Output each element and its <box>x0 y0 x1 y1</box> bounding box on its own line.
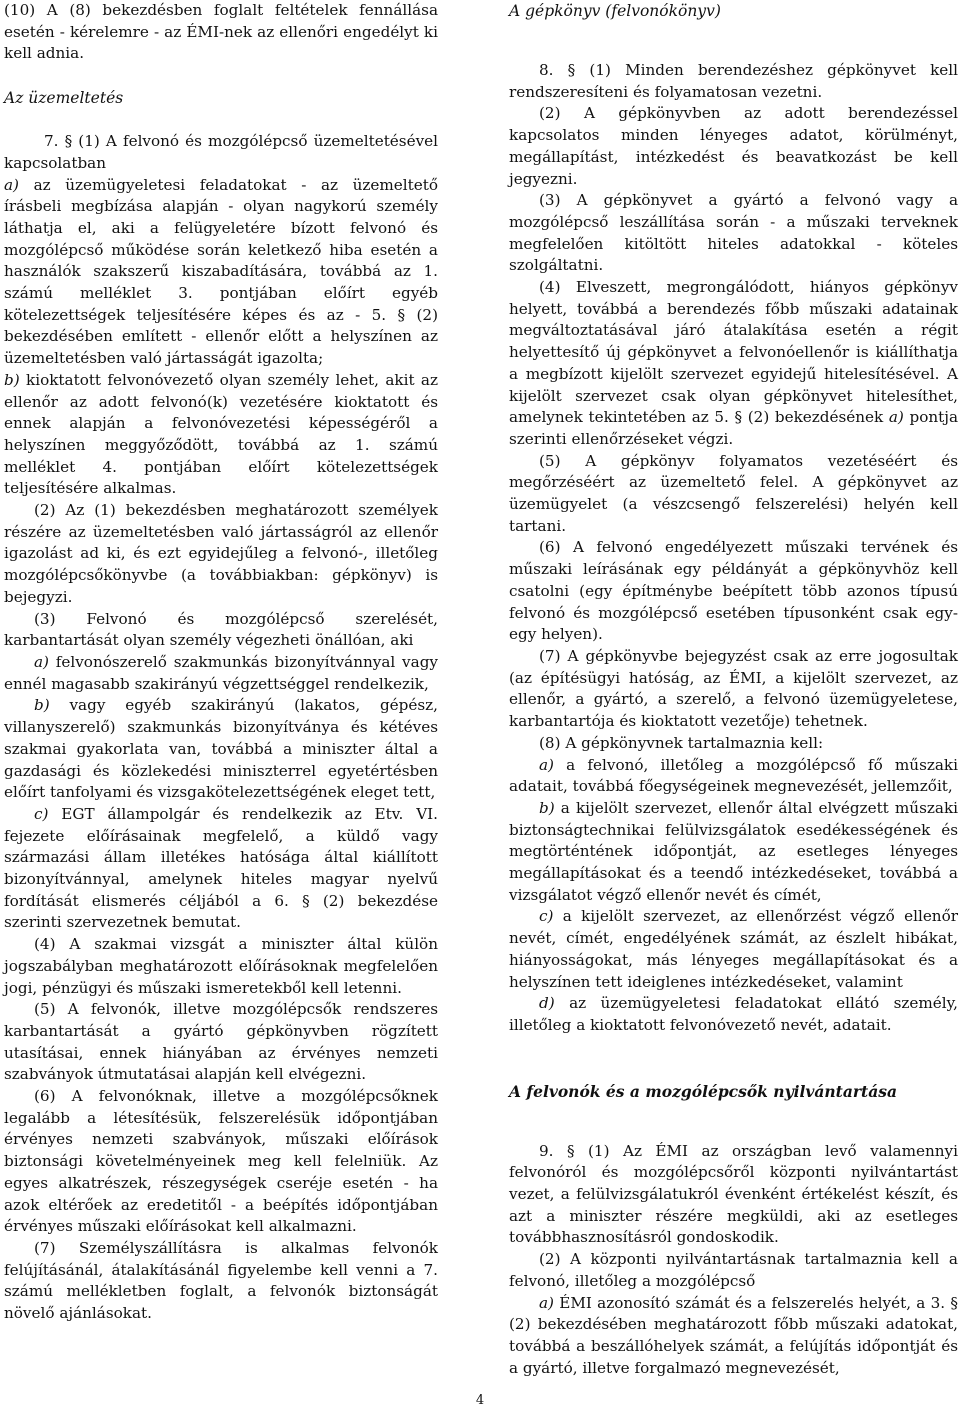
paragraph <box>4 370 438 500</box>
list-label: a) <box>539 1293 554 1312</box>
right-column <box>509 0 958 1379</box>
paragraph-text: (4) Elveszett, megrongálódott, hiányos gépkönyv helyett, továbbá a berendezés főbb műszaki adatainak megváltoztatásával járó átalakítása esetén a régit helyettesítő új gépkönyvet a felvonóellenőr is kiállíthatja a megbízott kijelölt szervezet egyidejű hitelesítésével. A kijelölt szervezet csak olyan gépkönyvet hitelesíthet, amelynek tekintetében az 5. § (2) bekezdésének <box>509 278 958 427</box>
list-label: a) <box>888 408 904 427</box>
paragraph-text: a kijelölt szervezet, az ellenőrzést végző ellenőr nevét, címét, engedélyének számát, az észlelt hibákat, hiányosságokat, más lényeges megállapításokat és a helyszínen tett ideiglenes intézkedéseket, valamint <box>509 907 958 991</box>
section-heading: A felvonók és a mozgólépcsők nyilvántartása <box>509 1081 898 1101</box>
paragraph: (8) A gépkönyvnek tartalmaznia kell: <box>539 733 824 752</box>
paragraph <box>4 804 438 934</box>
list-label: c) <box>34 804 49 823</box>
paragraph: (2) A központi nyilvántartásnak tartalmaznia kell a felvonó, illetőleg a mozgólépcső <box>509 1250 958 1290</box>
paragraph-text: vagy egyéb szakirányú (lakatos, gépész, villanyszerelő) szakmunkás bizonyítványa és kétéves szakmai gyakorlata van, továbbá a miniszter által a gazdasági és közlekedési miniszterrel egyetértésben előírt tanfolyami és vizsgakötelezettségének eleget tett, <box>4 696 438 802</box>
paragraph <box>509 906 958 993</box>
paragraph: (2) Az (1) bekezdésben meghatározott személyek részére az üzemeltetésben való jártasságról az ellenőr igazolást ad ki, és ezt egyidejűleg a felvonó-, illetőleg mozgólépcsőkönyvbe (a továbbiakban: gépkönyv) is bejegyzi. <box>4 501 438 606</box>
paragraph: (3) A gépkönyvet a gyártó a felvonó vagy a mozgólépcső leszállítása során - a műszaki terveknek megfelelően kitöltött hiteles adatokkal - köteles szolgáltatni. <box>509 191 958 275</box>
section-heading: A gépkönyv (felvonókönyv) <box>509 2 721 20</box>
paragraph: (4) A szakmai vizsgát a miniszter által külön jogszabályban meghatározott előírásoknak megfelelően jogi, pénzügyi és műszaki ismeretekből kell letenni. <box>4 935 438 997</box>
page-number: 4 <box>475 1393 485 1408</box>
paragraph-text: EGT állampolgár és rendelkezik az Etv. VI. fejezete előírásainak megfelelő, a küldő vagy származási állam illetékes hatósága által kiállított bizonyítvánnyal, amelynek hiteles magyar nyelvű fordítását elismerés céljából a 6. § (2) bekezdése szerinti szervezetnek bemutat. <box>4 804 438 932</box>
paragraph <box>4 652 438 695</box>
paragraph: (6) A felvonóknak, illetve a mozgólépcsőknek legalább a létesítésük, felszerelésük időpontjában érvényes nemzeti szabványok, műszaki előírások biztonsági követelményeinek meg kell felelniük. Az egyes alkatrészek, részegységek cseréje esetén - ha azok eltérőek az eredetitől - a beépítés időpontjában érvényes műszaki előírásokat kell alkalmazni. <box>4 1087 438 1236</box>
list-label: b) <box>34 696 50 715</box>
paragraph <box>509 277 958 451</box>
paragraph <box>509 993 958 1036</box>
left-column <box>4 0 438 1325</box>
list-label: b) <box>4 370 20 389</box>
paragraph: (3) Felvonó és mozgólépcső szerelését, karbantartását olyan személy végezheti önállóan, aki <box>4 609 438 650</box>
list-label: a) <box>4 175 19 194</box>
paragraph <box>509 1293 958 1380</box>
paragraph <box>509 755 958 798</box>
paragraph: 7. § (1) A felvonó és mozgólépcső üzemeltetésével kapcsolatban <box>4 132 438 172</box>
paragraph: (7) A gépkönyvbe bejegyzést csak az erre jogosultak (az építésügyi hatóság, az ÉMI, a kijelölt szervezet, az ellenőr, a gyártó, a szerelő, a felvonó üzemügyeletese, karbantartója és kioktatott vezetője) tehetnek. <box>509 646 958 731</box>
paragraph: (10) A (8) bekezdésben foglalt feltételek fennállása esetén - kérelemre - az ÉMI-nek az ellenőri engedélyt ki kell adnia. <box>4 1 438 63</box>
paragraph-text: pontja szerinti ellenőrzéseket végzi. <box>509 408 958 448</box>
paragraph: 8. § (1) Minden berendezéshez gépkönyvet kell rendszeresíteni és folyamatosan vezetni. <box>509 61 958 101</box>
list-label: b) <box>539 798 555 817</box>
paragraph-text: a felvonó, illetőleg a mozgólépcső fő műszaki adatait, továbbá főegységeinek megnevezését, jellemzőit, <box>509 755 958 796</box>
paragraph-text: felvonószerelő szakmunkás bizonyítvánnyal vagy ennél magasabb szakirányú végzettséggel rendelkezik, <box>4 652 438 693</box>
section-heading: Az üzemeltetés <box>4 89 124 108</box>
list-label: c) <box>539 907 554 926</box>
paragraph-text: a kijelölt szervezet, ellenőr által elvégzett műszaki biztonságtechnikai felülvizsgálatok esedékességének és megtörténtének időpontját, az esetleges lényeges megállapításokat és a teendő intézkedéseket, továbbá a vizsgálatot végző ellenőr nevét és címét, <box>509 798 958 904</box>
paragraph-text: kioktatott felvonóvezető olyan személy lehet, akit az ellenőr az adott felvonó(k) vezetésére kioktatott és ennek alapján a felvonóvezetési képességéről a helyszínen meggyőződött, továbbá az 1. számú melléklet 4. pontjában előírt kötelezettségek teljesítésére alkalmas. <box>4 370 438 498</box>
list-label: d) <box>539 994 555 1013</box>
paragraph-text: az üzemügyeletesi feladatokat ellátó személy, illetőleg a kioktatott felvonóvezető nevét, adatait. <box>509 994 958 1034</box>
list-label: a) <box>539 755 554 774</box>
paragraph <box>4 175 438 370</box>
paragraph: (6) A felvonó engedélyezett műszaki tervének és műszaki leírásának egy példányát a gépkönyvhöz kell csatolni (egy építménybe beépített több azonos típusú felvonó és mozgólépcső esetében típusonként csak egy-egy helyen). <box>509 538 958 644</box>
paragraph: (2) A gépkönyvben az adott berendezéssel kapcsolatos minden lényeges adatot, körülményt, megállapítást, intézkedést és beavatkozást be kell jegyezni. <box>509 104 958 188</box>
paragraph-text: az üzemügyeletesi feladatokat - az üzemeltető írásbeli megbízása alapján - olyan nagykorú személy láthatja el, aki a felügyeletére bízott felvonó és mozgólépcső működése során keletkező hiba esetén a használók szakszerű kiszabadítására, továbbá az 1. számú melléklet 3. pontjában előírt egyéb kötelezettségek teljesítésére képes és az - 5. § (2) bekezdésében említett - ellenőr előtt a helyszínen az üzemeltetésben való jártasságát igazolta; <box>4 175 438 368</box>
paragraph: (5) A felvonók, illetve mozgólépcsők rendszeres karbantartását a gyártó gépkönyvben rögzített utasításai, ennek hiányában az érvényes nemzeti szabványok útmutatásai alapján kell elvégezni. <box>4 1000 438 1084</box>
paragraph: 9. § (1) Az ÉMI az országban levő valamennyi felvonóról és mozgólépcsőről központi nyilvántartást vezet, a felülvizsgálatukról évenként értékelést készít, és azt a miniszter részére megküldi, aki az esetleges továbbhasznosításról gondoskodik. <box>509 1141 958 1247</box>
paragraph: (5) A gépkönyv folyamatos vezetéséért és megőrzéséért az üzemeltető felel. A gépkönyvet az üzemügyelet (a vészcsengő felszerelési) helyén kell tartani. <box>509 451 958 535</box>
paragraph <box>4 695 438 804</box>
list-label: a) <box>34 652 49 671</box>
paragraph <box>509 798 958 907</box>
paragraph: (7) Személyszállításra is alkalmas felvonók felújításánál, átalakításánál figyelembe kell venni a 7. számú mellékletben foglalt, a felvonók biztonságát növelő ajánlásokat. <box>4 1238 438 1323</box>
paragraph-text: ÉMI azonosító számát és a felszerelés helyét, a 3. § (2) bekezdésében meghatározott főbb műszaki adatokat, továbbá a beszállóhelyek számát, a felújítás időpontját és a gyártó, illetve forgalmazó megnevezését, <box>509 1293 958 1377</box>
